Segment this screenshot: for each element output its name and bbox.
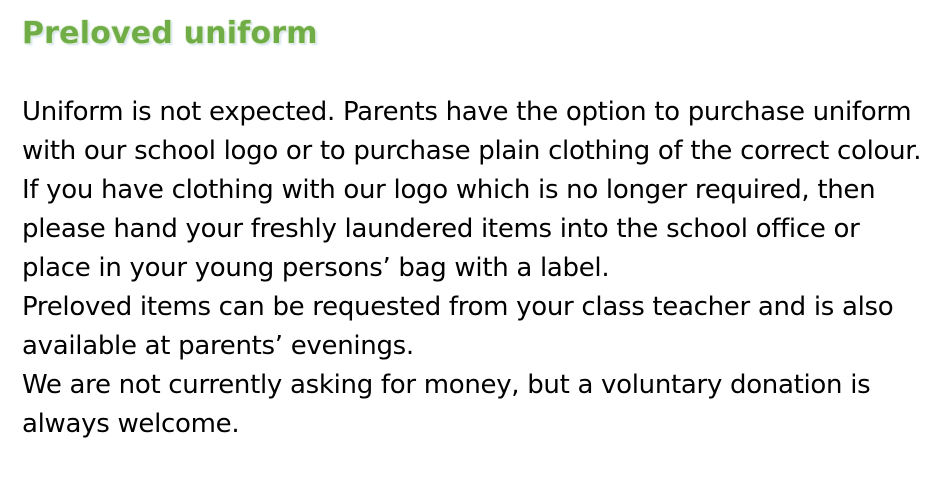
paragraph-request-preloved: Preloved items can be requested from your class teacher and is also available at parents’ evenings.: [22, 292, 894, 361]
document-page: [22, 14, 922, 444]
page-heading: Preloved uniform: [22, 16, 318, 51]
body-text: [22, 93, 922, 444]
paragraph-uniform-expectation: Uniform is not expected. Parents have the option to purchase uniform with our school logo or to purchase plain clothing of the correct colour.: [22, 97, 922, 166]
paragraph-donate-logo-clothing: If you have clothing with our logo which is no longer required, then please hand your freshly laundered items into the school office or place in your young persons’ bag with a label.: [22, 175, 876, 283]
paragraph-voluntary-donation: We are not currently asking for money, but a voluntary donation is always welcome.: [22, 370, 871, 439]
